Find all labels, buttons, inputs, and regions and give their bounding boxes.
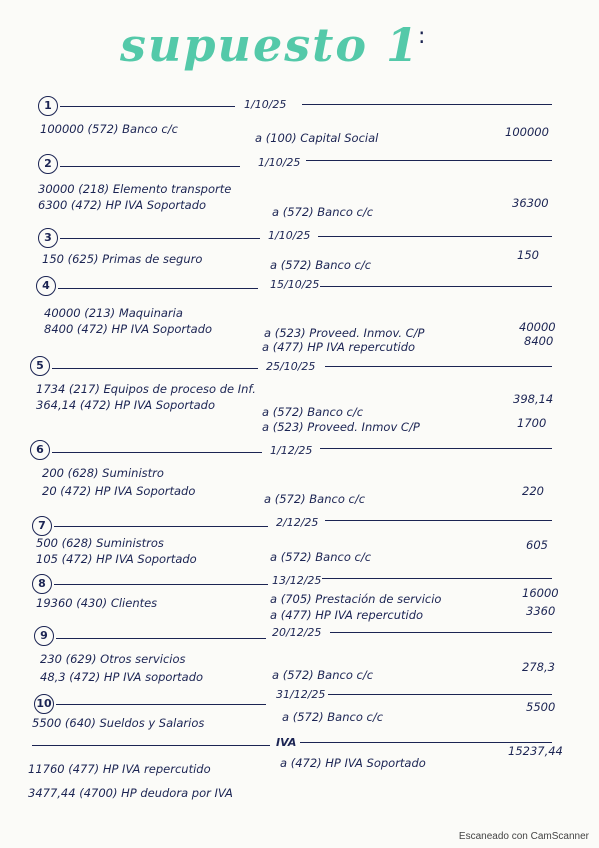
credit-line: a (572) Banco c/c — [272, 668, 374, 682]
title-colon: : — [418, 24, 426, 49]
entry-rule — [54, 526, 268, 527]
iva-credit-line: a (472) HP IVA Soportado — [280, 756, 426, 770]
entry-rule — [330, 632, 552, 633]
entry-number: 3 — [38, 228, 58, 248]
amount: 3360 — [526, 604, 556, 618]
entry-rule — [306, 160, 552, 161]
credit-line: a (572) Banco c/c — [264, 492, 366, 506]
entry-rule — [328, 694, 552, 695]
credit-line: a (572) Banco c/c — [262, 405, 364, 419]
amount: 16000 — [522, 586, 559, 600]
debit-line: 500 (628) Suministros — [36, 536, 164, 550]
scanner-watermark: Escaneado con CamScanner — [458, 831, 589, 842]
debit-line: 364,14 (472) HP IVA Soportado — [36, 398, 216, 412]
entry-rule — [52, 368, 258, 369]
amount: 8400 — [524, 334, 554, 348]
entry-rule — [320, 448, 552, 449]
debit-line: 150 (625) Primas de seguro — [42, 252, 203, 266]
entry-number: 6 — [30, 440, 50, 460]
entry-date: 15/10/25 — [270, 278, 320, 291]
iva-amount: 15237,44 — [508, 744, 563, 758]
entry-rule — [54, 584, 268, 585]
amount: 278,3 — [522, 660, 555, 674]
debit-line: 6300 (472) HP IVA Soportado — [38, 198, 207, 212]
entry-rule — [56, 704, 266, 705]
entry-rule — [56, 638, 266, 639]
entry-number: 2 — [38, 154, 58, 174]
amount: 100000 — [505, 125, 549, 139]
entry-rule — [325, 366, 552, 367]
credit-line: a (100) Capital Social — [255, 131, 379, 145]
iva-debit-line: 3477,44 (4700) HP deudora por IVA — [28, 786, 233, 800]
debit-line: 1734 (217) Equipos de proceso de Inf. — [36, 382, 256, 396]
amount: 220 — [522, 484, 544, 498]
entry-number: 10 — [34, 694, 54, 714]
entry-rule — [325, 520, 552, 521]
amount: 36300 — [512, 196, 549, 210]
credit-line: a (572) Banco c/c — [282, 710, 384, 724]
debit-line: 105 (472) HP IVA Soportado — [36, 552, 197, 566]
entry-date: 1/12/25 — [270, 444, 313, 457]
entry-rule — [322, 578, 552, 579]
entry-date: 25/10/25 — [266, 360, 316, 373]
entry-date: 20/12/25 — [272, 626, 322, 639]
entry-rule — [318, 236, 552, 237]
debit-line: 20 (472) HP IVA Soportado — [42, 484, 196, 498]
debit-line: 8400 (472) HP IVA Soportado — [44, 322, 213, 336]
amount: 5500 — [526, 700, 556, 714]
entry-rule — [320, 286, 552, 287]
amount: 605 — [526, 538, 548, 552]
entry-rule — [302, 104, 552, 105]
entry-date: 1/10/25 — [268, 229, 311, 242]
iva-debit-line: 11760 (477) HP IVA repercutido — [28, 762, 211, 776]
entry-date: 2/12/25 — [276, 516, 319, 529]
entry-number: 7 — [32, 516, 52, 536]
entry-date: 31/12/25 — [276, 688, 326, 701]
amount: 40000 — [519, 320, 556, 334]
entry-number: 8 — [32, 574, 52, 594]
entry-rule — [60, 106, 235, 107]
credit-line: a (477) HP IVA repercutido — [270, 608, 424, 622]
entry-date: 13/12/25 — [272, 574, 322, 587]
debit-line: 19360 (430) Clientes — [36, 596, 158, 610]
entry-rule — [58, 288, 258, 289]
amount: 150 — [517, 248, 539, 262]
entry-rule — [60, 238, 260, 239]
entry-number: 9 — [34, 626, 54, 646]
credit-line: a (572) Banco c/c — [270, 550, 372, 564]
entry-number: 1 — [38, 96, 58, 116]
debit-line: 40000 (213) Maquinaria — [44, 306, 183, 320]
page-title: supuesto 1 — [120, 18, 421, 72]
iva-rule — [300, 742, 552, 743]
credit-line: a (572) Banco c/c — [272, 205, 374, 219]
entry-number: 4 — [36, 276, 56, 296]
debit-line: 200 (628) Suministro — [42, 466, 164, 480]
debit-line: 230 (629) Otros servicios — [40, 652, 186, 666]
credit-line: a (705) Prestación de servicio — [270, 592, 442, 606]
debit-line: 48,3 (472) HP IVA soportado — [40, 670, 204, 684]
credit-line: a (523) Proveed. Inmov C/P — [262, 420, 420, 434]
credit-line: a (523) Proveed. Inmov. C/P — [264, 326, 425, 340]
credit-line: a (572) Banco c/c — [270, 258, 372, 272]
amount: 398,14 — [513, 392, 554, 406]
debit-line: 100000 (572) Banco c/c — [40, 122, 178, 136]
amount: 1700 — [517, 416, 547, 430]
debit-line: 30000 (218) Elemento transporte — [38, 182, 232, 196]
entry-date: 1/10/25 — [258, 156, 301, 169]
entry-rule — [52, 452, 262, 453]
iva-heading: IVA — [276, 736, 297, 749]
entry-number: 5 — [30, 356, 50, 376]
credit-line: a (477) HP IVA repercutido — [262, 340, 416, 354]
iva-rule — [32, 745, 270, 746]
entry-rule — [60, 166, 240, 167]
debit-line: 5500 (640) Sueldos y Salarios — [32, 716, 205, 730]
entry-date: 1/10/25 — [244, 98, 287, 111]
